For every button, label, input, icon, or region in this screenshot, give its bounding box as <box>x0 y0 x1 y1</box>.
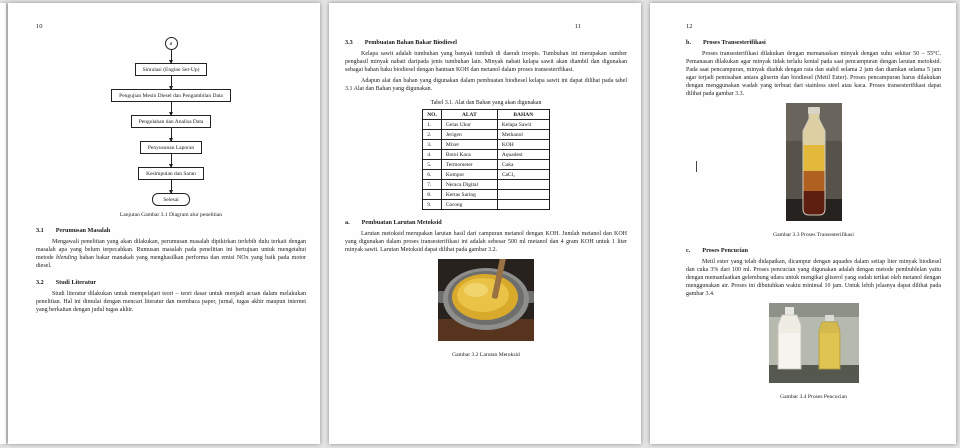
section-heading-3-1[interactable] <box>36 227 306 234</box>
cell-bahan[interactable] <box>497 200 549 210</box>
cell-bahan[interactable]: Cuka <box>497 160 549 170</box>
table-row <box>423 150 550 160</box>
section-number: 3.3 <box>345 39 353 46</box>
section-heading-3-3[interactable] <box>345 39 627 46</box>
paragraph-biodiesel-1[interactable]: Kelapa sawit adalah tumbuhan yang banyak tumbuh di daerah troopis. Tumbuhan ini merupakan sumber penghasil minyak nabati daripada jenis tumbuhan lain. Minyak nabati kelapa sawit akan diambil dan digunakan sebagai bahan baku biodiesel dengan bantuan KOH dan metanol dalam proses transesterifikasi. <box>345 51 627 74</box>
page-12[interactable] <box>650 3 956 444</box>
paragraph-studi-literatur[interactable]: Studi literatur dilakukan untuk mempelajari teori – teori dasar untuk menjadi acuan dalam melakukan penelitian. Hal ini dimulai dengan mencari literatur dan membaca paper, jurnal, tugas akhir maupun internet yang berkaitan dengan judul tugas akhir. <box>36 291 306 314</box>
flowchart-step-pengujian[interactable]: Pengujian Mesin Diesel dan Pengambilan Data <box>111 89 231 102</box>
cell-alat[interactable]: Gelas Ukur <box>441 120 497 130</box>
section-heading-a[interactable] <box>345 219 627 226</box>
col-header-no[interactable]: NO. <box>423 110 442 120</box>
cell-no[interactable]: 7. <box>423 180 442 190</box>
figure-caption[interactable]: Gambar 3.2 Larutan Metoksid <box>452 352 520 359</box>
paragraph-larutan-metoksid[interactable]: Larutan metoksid merupakan larutan hasil dari campuran metanol dengan KOH. Jumlah metanol dan KOH yang digunakan dalam proses transesterifikasi ini adalah sebesar 500 ml metanol dan 4 gram KOH untuk 1 liter minyak sawit. Larutan Metoksid dapat dilihat pada gambar 3.2. <box>345 231 627 254</box>
cell-no[interactable]: 9. <box>423 200 442 210</box>
paragraph-transesterifikasi[interactable]: Proses transesterifikasi dilakukan dengan memanaskan minyak dengan suhu sekitar 50 – 55°C. Pemanasan dilakukan agar minyak tidak terlalu kental pada saat pencampuran dengan larutan metoksid. Pada saat pencampuran, minyak diaduk dengan rata dan stabil selama 2 jam dan diamkan selama 5 jam agar terjadi pemisahan antara gliserin dan biodiesel (Metil Ester). Proses pencampuran harus dilakukan dengan menggunakan wadah yang terbuat dari stainless steel atau kaca. Proses transesterifikasi dapat dilihat pada gambar 3.3. <box>686 51 941 98</box>
table-row <box>423 200 550 210</box>
section-title: Proses Pencucian <box>702 247 749 255</box>
table-row <box>423 160 550 170</box>
cell-bahan[interactable]: Methanol <box>497 130 549 140</box>
cell-bahan[interactable]: Kelapa Sawit <box>497 120 549 130</box>
arrow-down-icon <box>171 180 172 193</box>
table-row <box>423 130 550 140</box>
flowchart-step-simulasi[interactable]: Simulasi (Engine Set-Up) <box>135 63 208 76</box>
table-row <box>423 140 550 150</box>
cell-bahan[interactable]: KOH <box>497 140 549 150</box>
paragraph-biodiesel-2[interactable]: Adapun alat dan bahan yang digunakan dalam pembuatan biodiesel kelapa sawit ini dapat dilihat pada tabel 3.1 Alat dan Bahan yang digunakan. <box>345 78 627 93</box>
paragraph-perumusan-masalah[interactable] <box>36 238 306 270</box>
text-cursor <box>696 161 697 172</box>
page-number: 11 <box>574 23 581 30</box>
flowchart-caption[interactable]: Lanjutan Gambar 3.1 Diagram alur penelitian <box>119 212 223 218</box>
cell-bahan[interactable] <box>497 180 549 190</box>
col-header-alat[interactable]: ALAT <box>441 110 497 120</box>
paragraph-pencucian[interactable]: Metil ester yang telah didapatkan, dicampur dengan aquades dalam setiap liter minyak biodiesel dan cuka 3% dari 100 ml. Proses pencucian yang digunakan adalah dengan metode pembublelan yaitu dengan memanfaatkan gelembung udara untuk mengikat gliserol yang sudah terikat oleh metanol dengan menggunakan air. Proses ini dibutuhkan waktu minimal 10 jam. Untuk lebih jelasnya dapat dilihat pada gambar 3.4. <box>686 259 941 298</box>
cell-alat[interactable]: Mixer <box>441 140 497 150</box>
arrow-down-icon <box>171 128 172 141</box>
figure-caption[interactable]: Gambar 3.4 Proses Pencucian <box>780 394 847 401</box>
arrow-down-icon <box>171 50 172 63</box>
research-flowchart <box>36 37 306 206</box>
figure-3-4 <box>686 303 941 400</box>
arrow-down-icon <box>171 154 172 167</box>
flowchart-step-pengolahan[interactable]: Pengolahan dan Analisa Data <box>131 115 212 128</box>
figure-3-2 <box>345 259 627 358</box>
cell-alat[interactable]: Kompor <box>441 170 497 180</box>
cell-bahan[interactable]: CaCl₂ <box>497 170 549 180</box>
cell-no[interactable]: 6. <box>423 170 442 180</box>
table-header-row <box>423 110 550 120</box>
cell-no[interactable]: 8. <box>423 190 442 200</box>
table-row <box>423 180 550 190</box>
section-title: Pembuatan Bahan Bakar Biodiesel <box>364 39 457 46</box>
section-letter: b. <box>686 39 691 46</box>
flowchart-connector-a[interactable]: a <box>165 37 178 50</box>
flowchart-step-kesimpulan[interactable]: Kesimpulan dan Saran <box>138 167 204 180</box>
section-title: Studi Literatur <box>55 279 97 287</box>
cell-no[interactable]: 5. <box>423 160 442 170</box>
cell-alat[interactable]: Jerigen <box>441 130 497 140</box>
flowchart-terminator-selesai[interactable]: Selesai <box>152 193 190 206</box>
paragraph-italic-text: blending <box>56 255 78 262</box>
section-heading-b[interactable] <box>686 39 941 46</box>
alat-bahan-table[interactable] <box>422 109 550 210</box>
table-row <box>423 120 550 130</box>
arrow-down-icon <box>171 102 172 115</box>
section-number: 3.1 <box>36 227 44 234</box>
section-number: 3.2 <box>36 279 44 287</box>
table-row <box>423 170 550 180</box>
page-11[interactable] <box>329 3 641 444</box>
pencucian-bottles-photo[interactable] <box>769 303 859 383</box>
page-number: 10 <box>36 23 43 30</box>
cell-alat[interactable]: Neraca Digital <box>441 180 497 190</box>
section-title: Pembuatan Larutan Metoksid <box>361 219 442 227</box>
cell-no[interactable]: 2. <box>423 130 442 140</box>
cell-alat[interactable]: Termometer <box>441 160 497 170</box>
page-number: 12 <box>686 23 693 30</box>
figure-caption[interactable]: Gambar 3.3 Proses Transesterifikasi <box>773 232 854 239</box>
arrow-down-icon <box>171 76 172 89</box>
cell-bahan[interactable]: Aquadest <box>497 150 549 160</box>
section-title: Proses Transesterifikasi <box>703 39 766 46</box>
previous-page-edge <box>0 3 6 444</box>
figure-3-3 <box>686 103 941 238</box>
section-letter: c. <box>686 247 691 255</box>
section-title: Perumusan Masalah <box>55 227 111 234</box>
cell-bahan[interactable] <box>497 190 549 200</box>
section-letter: a. <box>345 219 350 227</box>
section-heading-c[interactable] <box>686 247 941 254</box>
section-heading-3-2[interactable] <box>36 279 306 286</box>
paragraph-text: Mengawali penelitian yang akan dilakukan, perumusan masalah dipikirkan terlebih dulu terkait dengan masalah apa yang belum terpecahkan. Rumusan masalah pada penelitian ini bertujuan untuk mengetahui metode <box>36 239 306 262</box>
cell-alat[interactable]: Kertas Saring <box>441 190 497 200</box>
col-header-bahan[interactable]: BAHAN <box>497 110 549 120</box>
flowchart-step-penyusunan[interactable]: Penyusunan Laporan <box>140 141 202 154</box>
table-row <box>423 190 550 200</box>
page-10[interactable] <box>8 3 320 444</box>
cell-no[interactable]: 4. <box>423 150 442 160</box>
cell-no[interactable]: 3. <box>423 140 442 150</box>
transesterifikasi-bottle-photo[interactable] <box>786 103 842 221</box>
paragraph-text: bahan bakar manakah yang menghasilkan performa dan emisi NOx yang baik pada motor diesel. <box>36 255 306 270</box>
cell-alat[interactable]: Corong <box>441 200 497 210</box>
table-caption[interactable]: Tabel 3.1. Alat dan Bahan yang akan digunakan <box>430 100 542 107</box>
cell-no[interactable]: 1. <box>423 120 442 130</box>
cell-alat[interactable]: Botol Kaca <box>441 150 497 160</box>
larutan-metoksid-photo[interactable] <box>438 259 534 341</box>
